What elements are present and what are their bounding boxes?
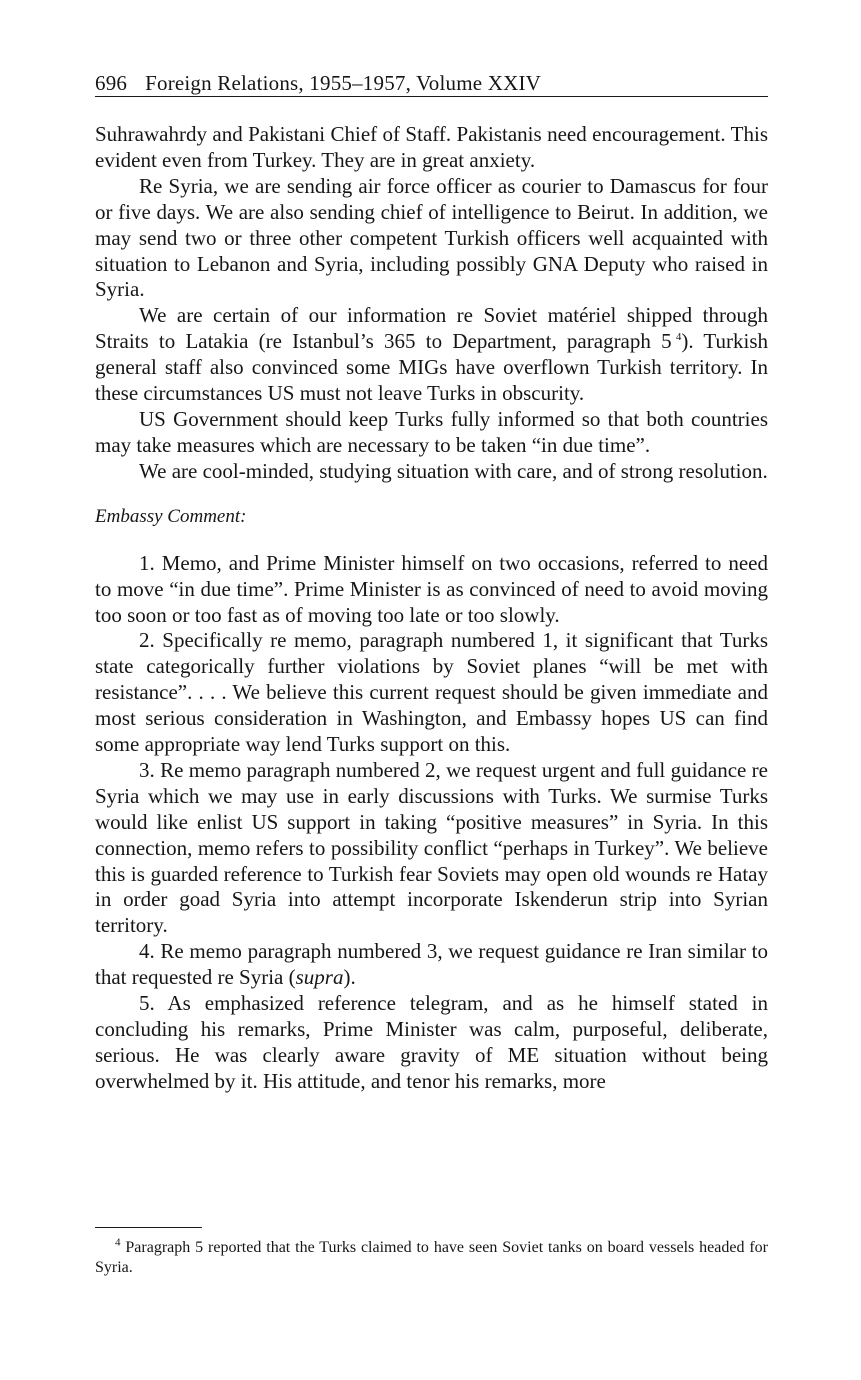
body-text [95, 122, 768, 1095]
paragraph-soviet-materiel [95, 303, 768, 407]
comment-item-4 [95, 939, 768, 991]
footnote-divider [95, 1227, 202, 1228]
comment-item-3: 3. Re memo paragraph numbered 2, we request urgent and full guidance re Syria which we may use in early discussions with Turks. We surmise Turks would like enlist US support in taking “positive measures” in Syria. In this connection, memo refers to possibility conflict “perhaps in Turkey”. We believe this is guarded reference to Turkish fear Soviets may open old wounds re Hatay in order goad Syria into attempt incorporate Iskenderun strip into Syrian territory. [95, 757, 768, 938]
running-head [95, 70, 768, 97]
footnote-marker: 4 [115, 1236, 121, 1249]
paragraph-syria-couriers: Re Syria, we are sending air force officer as courier to Damascus for four or five days. We are also sending chief of intelligence to Beirut. In addition, we may send two or three other competent Turkish officers well acquainted with situation to Lebanon and Syria, including possibly GNA Deputy who raised in Syria. [95, 173, 768, 302]
comment-item-1: 1. Memo, and Prime Minister himself on two occasions, referred to need to move “in due time”. Prime Minister is as convinced of need to avoid moving too soon or too fast as of moving too late or too slowly. [95, 550, 768, 627]
footnotes [95, 1238, 768, 1278]
paragraph-text: We are certain of our information re Soviet matériel shipped through Straits to Latakia (re Istanbul’s 365 to Department, paragraph 5 [95, 303, 768, 354]
comment-item-2: 2. Specifically re memo, paragraph numbered 1, it significant that Turks state categorically further violations by Soviet planes “will be met with resistance”. . . . We believe this current request should be given immediate and most serious consideration in Washington, and Embassy hopes US can find some appropriate way lend Turks support on this. [95, 628, 768, 757]
footnote-text: Paragraph 5 reported that the Turks claimed to have seen Soviet tanks on board vessels headed for Syria. [95, 1239, 768, 1276]
comment-item-5: 5. As emphasized reference telegram, and as he himself stated in concluding his remarks, Prime Minister was calm, purposeful, deliberate, serious. He was clearly aware gravity of ME situation without being overwhelmed by it. His attitude, and tenor his remarks, more [95, 991, 768, 1093]
section-heading-embassy-comment: Embassy Comment: [95, 505, 247, 527]
document-page [95, 70, 768, 1095]
footnote-4 [95, 1238, 768, 1278]
comment-text: ). [343, 965, 356, 990]
comment-italic-text: supra [295, 965, 344, 990]
footnote-reference[interactable]: 4 [675, 331, 682, 344]
page-number: 696 [95, 71, 128, 95]
paragraph-keep-informed: US Government should keep Turks fully informed so that both countries may take measures which are necessary to be taken “in due time”. [95, 406, 768, 457]
running-head-title: Foreign Relations, 1955–1957, Volume XXIV [145, 71, 542, 95]
paragraph-text: ). Turkish general staff also convinced some MIGs have overflown Turkish territory. In these circumstances US must not leave Turks in obscurity. [95, 329, 769, 406]
paragraph-continued: Suhrawahrdy and Pakistani Chief of Staff. Pakistanis need encouragement. This evident even from Turkey. They are in great anxiety. [95, 122, 768, 172]
comment-text: 4. Re memo paragraph numbered 3, we request guidance re Iran similar to that requested re Syria ( [95, 939, 768, 990]
paragraph-cool-minded: We are cool-minded, studying situation with care, and of strong resolution. [139, 458, 768, 483]
